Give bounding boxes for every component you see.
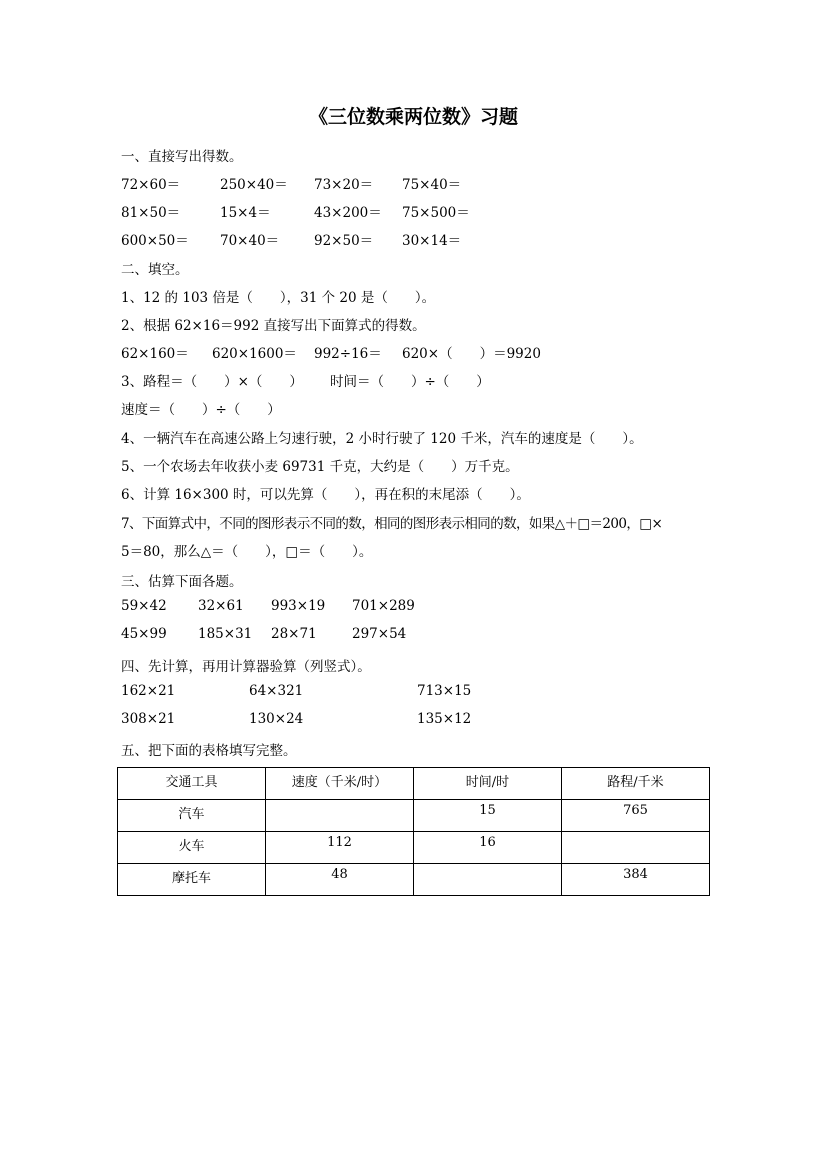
- question-2: 2、根据 62×16＝992 直接写出下面算式的得数。: [121, 318, 426, 334]
- s3-item: 185×31: [198, 626, 253, 642]
- question-6: 6、计算 16×300 时，可以先算（ ），再在积的末尾添（ ）。: [121, 487, 530, 503]
- table-cell: 765: [562, 800, 710, 832]
- s3-item: 32×61: [198, 598, 244, 614]
- s1-item: 70×40＝: [220, 233, 280, 249]
- question-7-line2: 5＝80，那么△＝（ ），□＝（ ）。: [121, 544, 373, 560]
- s1-item: 73×20＝: [314, 177, 374, 193]
- table-header-cell: 交通工具: [118, 768, 266, 800]
- s4-item: 308×21: [121, 711, 176, 727]
- section3-heading: 三、估算下面各题。: [121, 574, 243, 590]
- s3-item: 993×19: [271, 598, 326, 614]
- question-3-route: 3、路程＝（ ）×（ ）: [121, 374, 303, 390]
- table-cell: 汽车: [118, 800, 266, 832]
- table-row: [118, 800, 710, 832]
- s1-item: 81×50＝: [121, 205, 181, 221]
- table-cell: 火车: [118, 832, 266, 864]
- s4-item: 162×21: [121, 683, 176, 699]
- q2-item: 620×1600＝: [212, 346, 297, 362]
- table-header-cell: 速度（千米/时）: [266, 768, 414, 800]
- section2-heading: 二、填空。: [121, 262, 189, 278]
- table-header-row: [118, 768, 710, 800]
- s3-item: 701×289: [352, 598, 415, 614]
- table-row: [118, 864, 710, 896]
- s4-item: 713×15: [417, 683, 472, 699]
- s1-item: 250×40＝: [220, 177, 288, 193]
- s1-item: 600×50＝: [121, 233, 189, 249]
- q2-item: 620×（ ）＝9920: [402, 346, 541, 362]
- s4-item: 135×12: [417, 711, 472, 727]
- table-cell: [414, 864, 562, 896]
- question-4: 4、一辆汽车在高速公路上匀速行驶，2 小时行驶了 120 千米，汽车的速度是（ ）。: [121, 431, 643, 447]
- s1-item: 15×4＝: [220, 205, 271, 221]
- table-cell: 112: [266, 832, 414, 864]
- table-cell: 摩托车: [118, 864, 266, 896]
- table-row: [118, 832, 710, 864]
- question-3-speed: 速度＝（ ）÷（ ）: [121, 402, 281, 418]
- s1-item: 72×60＝: [121, 177, 181, 193]
- s3-item: 28×71: [271, 626, 317, 642]
- s1-item: 43×200＝: [314, 205, 382, 221]
- s4-item: 130×24: [249, 711, 304, 727]
- question-7-line1: 7、下面算式中，不同的图形表示不同的数，相同的图形表示相同的数，如果△＋□＝200，□×: [121, 516, 663, 532]
- table-cell: [562, 832, 710, 864]
- table-cell: 48: [266, 864, 414, 896]
- s1-item: 92×50＝: [314, 233, 374, 249]
- table-cell: 384: [562, 864, 710, 896]
- question-5: 5、一个农场去年收获小麦 69731 千克，大约是（ ）万千克。: [121, 459, 519, 475]
- question-3-time: 时间＝（ ）÷（ ）: [330, 374, 490, 390]
- s3-item: 45×99: [121, 626, 167, 642]
- s3-item: 297×54: [352, 626, 407, 642]
- s1-item: 75×500＝: [402, 205, 470, 221]
- table-cell: [266, 800, 414, 832]
- section5-heading: 五、把下面的表格填写完整。: [121, 743, 297, 759]
- s1-item: 75×40＝: [402, 177, 462, 193]
- q2-item: 992÷16＝: [314, 346, 382, 362]
- section4-heading: 四、先计算，再用计算器验算（列竖式）。: [121, 659, 371, 675]
- section1-heading: 一、直接写出得数。: [121, 149, 243, 165]
- page-title: 《三位数乘两位数》习题: [308, 106, 518, 128]
- table-cell: 16: [414, 832, 562, 864]
- table-header-cell: 时间/时: [414, 768, 562, 800]
- q2-item: 62×160＝: [121, 346, 189, 362]
- question-1: 1、12 的 103 倍是（ ），31 个 20 是（ ）。: [121, 290, 436, 306]
- table-header-cell: 路程/千米: [562, 768, 710, 800]
- s1-item: 30×14＝: [402, 233, 462, 249]
- s4-item: 64×321: [249, 683, 304, 699]
- fill-in-table: [117, 767, 710, 896]
- table-cell: 15: [414, 800, 562, 832]
- s3-item: 59×42: [121, 598, 167, 614]
